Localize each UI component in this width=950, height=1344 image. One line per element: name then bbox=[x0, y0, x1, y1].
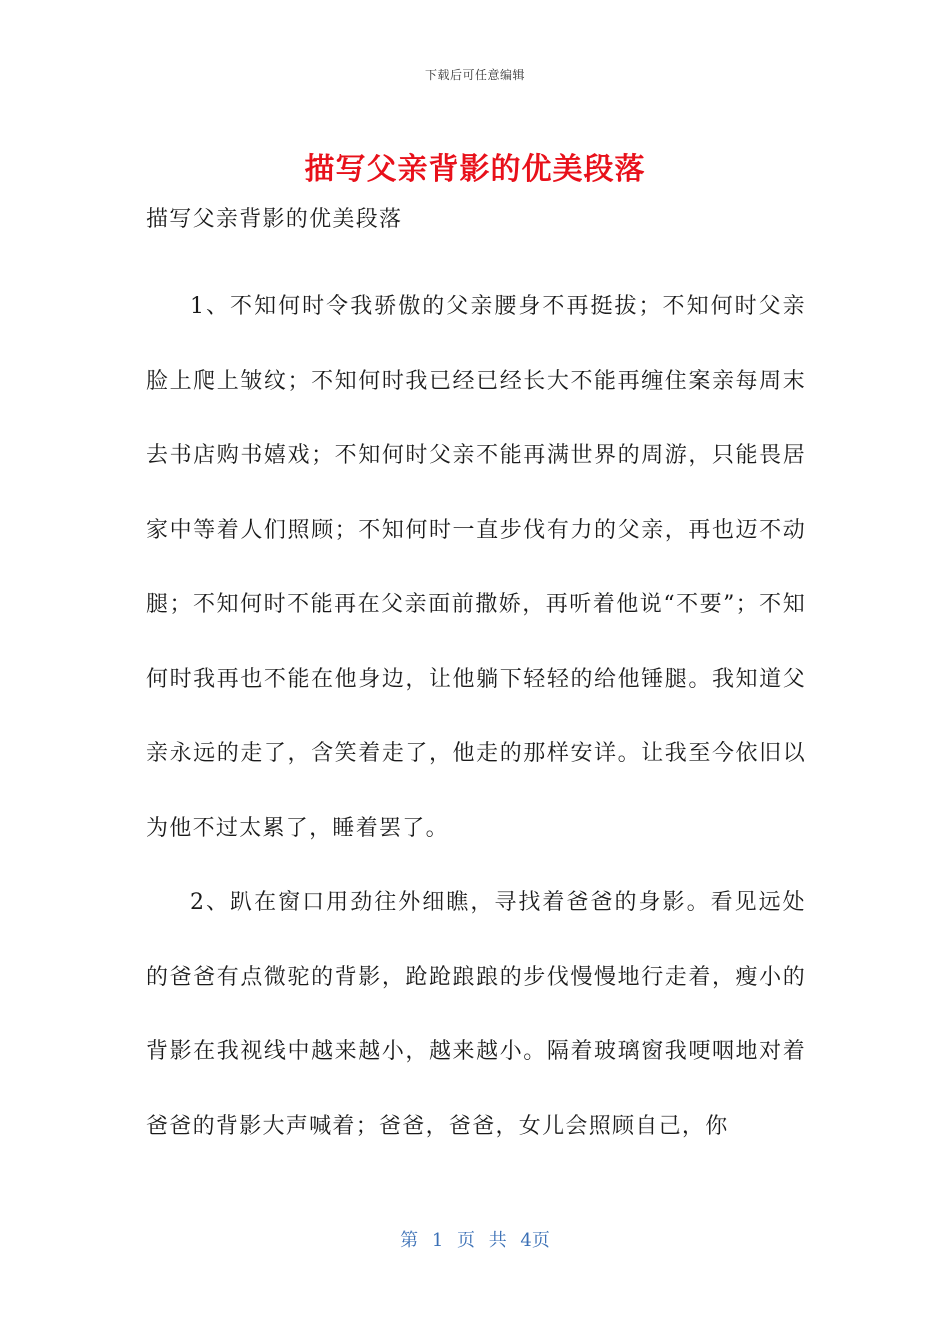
header-note: 下载后可任意编辑 bbox=[424, 68, 525, 82]
document-subtitle: 描写父亲背影的优美段落 bbox=[146, 207, 403, 232]
paragraph-2: 2、趴在窗口用劲往外细瞧，寻找着爸爸的身影。看见远处的爸爸有点微驼的背影，跄跄踉踉的步伐慢慢地行走着，瘦小的背影在我视线中越来越小，越来越小。隔着玻璃窗我哽咽地对着爸爸的背影大声喊着；爸爸，爸爸，女儿会照顾自己，你 bbox=[146, 890, 806, 1139]
document-body bbox=[146, 196, 806, 1164]
paragraph-1: 1、不知何时令我骄傲的父亲腰身不再挺拔；不知何时父亲脸上爬上皱纹；不知何时我已经已经长大不能再缠住案亲每周末去书店购书嬉戏；不知何时父亲不能再满世界的周游，只能畏居家中等着人们照顾；不知何时一直步伐有力的父亲，再也迈不动腿；不知何时不能再在父亲面前撒娇，再听着他说“不要”；不知何时我再也不能在他身边，让他躺下轻轻的给他锤腿。我知道父亲永远的走了，含笑着走了，他走的那样安详。让我至今依旧以为他不过太累了，睡着罢了。 bbox=[146, 294, 806, 841]
page-footer: 第 1 页 共 4页 bbox=[400, 1230, 550, 1251]
document-title: 描写父亲背影的优美段落 bbox=[304, 152, 646, 187]
